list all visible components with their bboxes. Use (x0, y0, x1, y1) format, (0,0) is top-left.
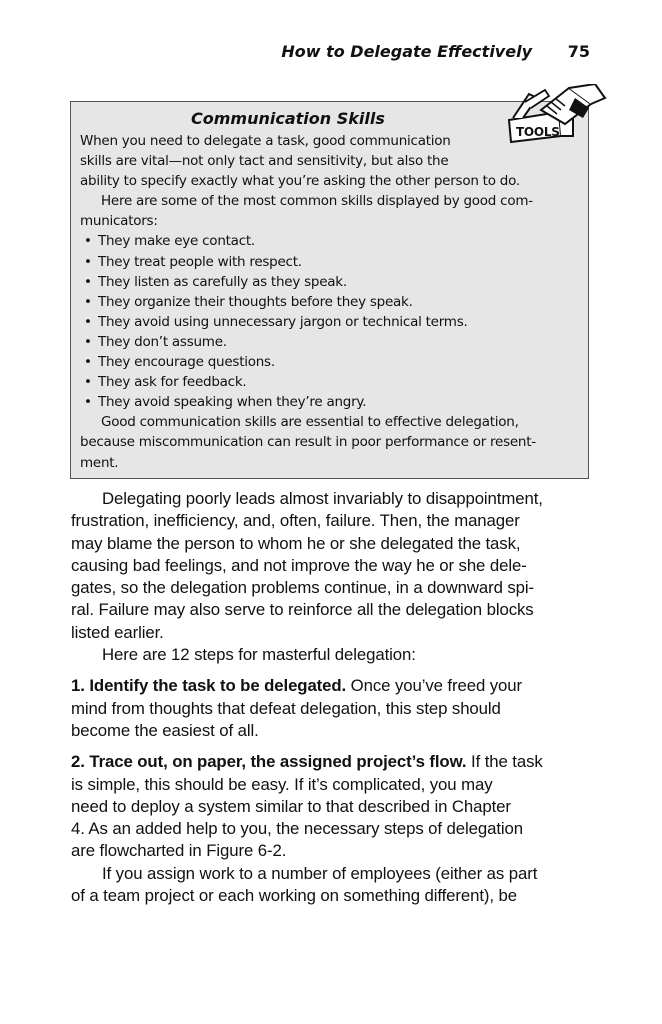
skill-item: • They encourage questions. (80, 352, 580, 372)
running-header (70, 42, 590, 66)
paragraph-line: ral. Failure may also serve to reinforce all the delegation blocks (71, 600, 534, 620)
paragraph-line: need to deploy a system similar to that described in Chapter (71, 796, 511, 816)
step-1-first-line (71, 675, 591, 697)
sidebar-lead-line: municators: (80, 213, 158, 230)
sidebar-intro-line: ability to specify exactly what you’re asking the other person to do. (80, 173, 520, 190)
toolbox-label: TOOLS (516, 125, 560, 139)
sidebar-intro-line: When you need to delegate a task, good communication (80, 133, 451, 149)
paragraph-line: mind from thoughts that defeat delegation, this step should (71, 698, 501, 718)
paragraph-line: gates, so the delegation problems continue, in a downward spi- (71, 578, 535, 598)
step-2-text: If the task (466, 752, 543, 772)
skills-list (80, 231, 580, 412)
skill-item: • They organize their thoughts before they speak. (80, 292, 580, 312)
step-1-heading: 1. Identify the task to be delegated. (71, 676, 347, 696)
sidebar-body (80, 131, 580, 473)
skill-item: • They avoid speaking when they’re angry. (80, 392, 580, 412)
page-number: 75 (567, 42, 590, 61)
paragraph-line: causing bad feelings, and not improve the way he or she dele- (71, 555, 527, 575)
sidebar-closing-line: because miscommunication can result in poor performance or resent- (80, 434, 536, 451)
skill-item: • They ask for feedback. (80, 372, 580, 392)
skill-item: • They treat people with respect. (80, 252, 580, 272)
skill-item: • They listen as carefully as they speak. (80, 272, 580, 292)
paragraph-line: If you assign work to a number of employees (either as part (102, 863, 538, 883)
paragraph-line: are flowcharted in Figure 6-2. (71, 841, 287, 861)
sidebar-title: Communication Skills (191, 109, 385, 128)
communication-skills-sidebar (70, 101, 589, 479)
step-2-heading: 2. Trace out, on paper, the assigned project’s flow. (71, 752, 467, 772)
paragraph-line: become the easiest of all. (71, 720, 259, 740)
paragraph-line: Delegating poorly leads almost invariably to disappointment, (102, 489, 543, 508)
sidebar-closing-line: Good communication skills are essential to effective delegation, (101, 414, 519, 431)
main-text (71, 488, 591, 907)
paragraph-line: frustration, inefficiency, and, often, failure. Then, the manager (71, 511, 520, 531)
paragraph-line: listed earlier. (71, 622, 164, 642)
paragraph-line: of a team project or each working on something different), be (71, 886, 518, 906)
paragraph-line: is simple, this should be easy. If it’s complicated, you may (71, 774, 493, 794)
paragraph-line: may blame the person to whom he or she delegated the task, (71, 533, 521, 553)
steps-intro: Here are 12 steps for masterful delegation: (102, 645, 416, 665)
step-2-first-line (71, 751, 591, 773)
step-1-text: Once you’ve freed your (346, 676, 522, 696)
skill-item: • They don’t assume. (80, 332, 580, 352)
sidebar-closing-line: ment. (80, 454, 119, 471)
skill-item: • They avoid using unnecessary jargon or technical terms. (80, 312, 580, 332)
sidebar-intro-line: skills are vital—not only tact and sensitivity, but also the (80, 153, 449, 170)
paragraph-line: 4. As an added help to you, the necessary steps of delegation (71, 819, 523, 839)
sidebar-lead-line: Here are some of the most common skills displayed by good com- (101, 193, 533, 210)
header-title: How to Delegate Effectively (281, 42, 532, 61)
skill-item: • They make eye contact. (80, 231, 580, 251)
